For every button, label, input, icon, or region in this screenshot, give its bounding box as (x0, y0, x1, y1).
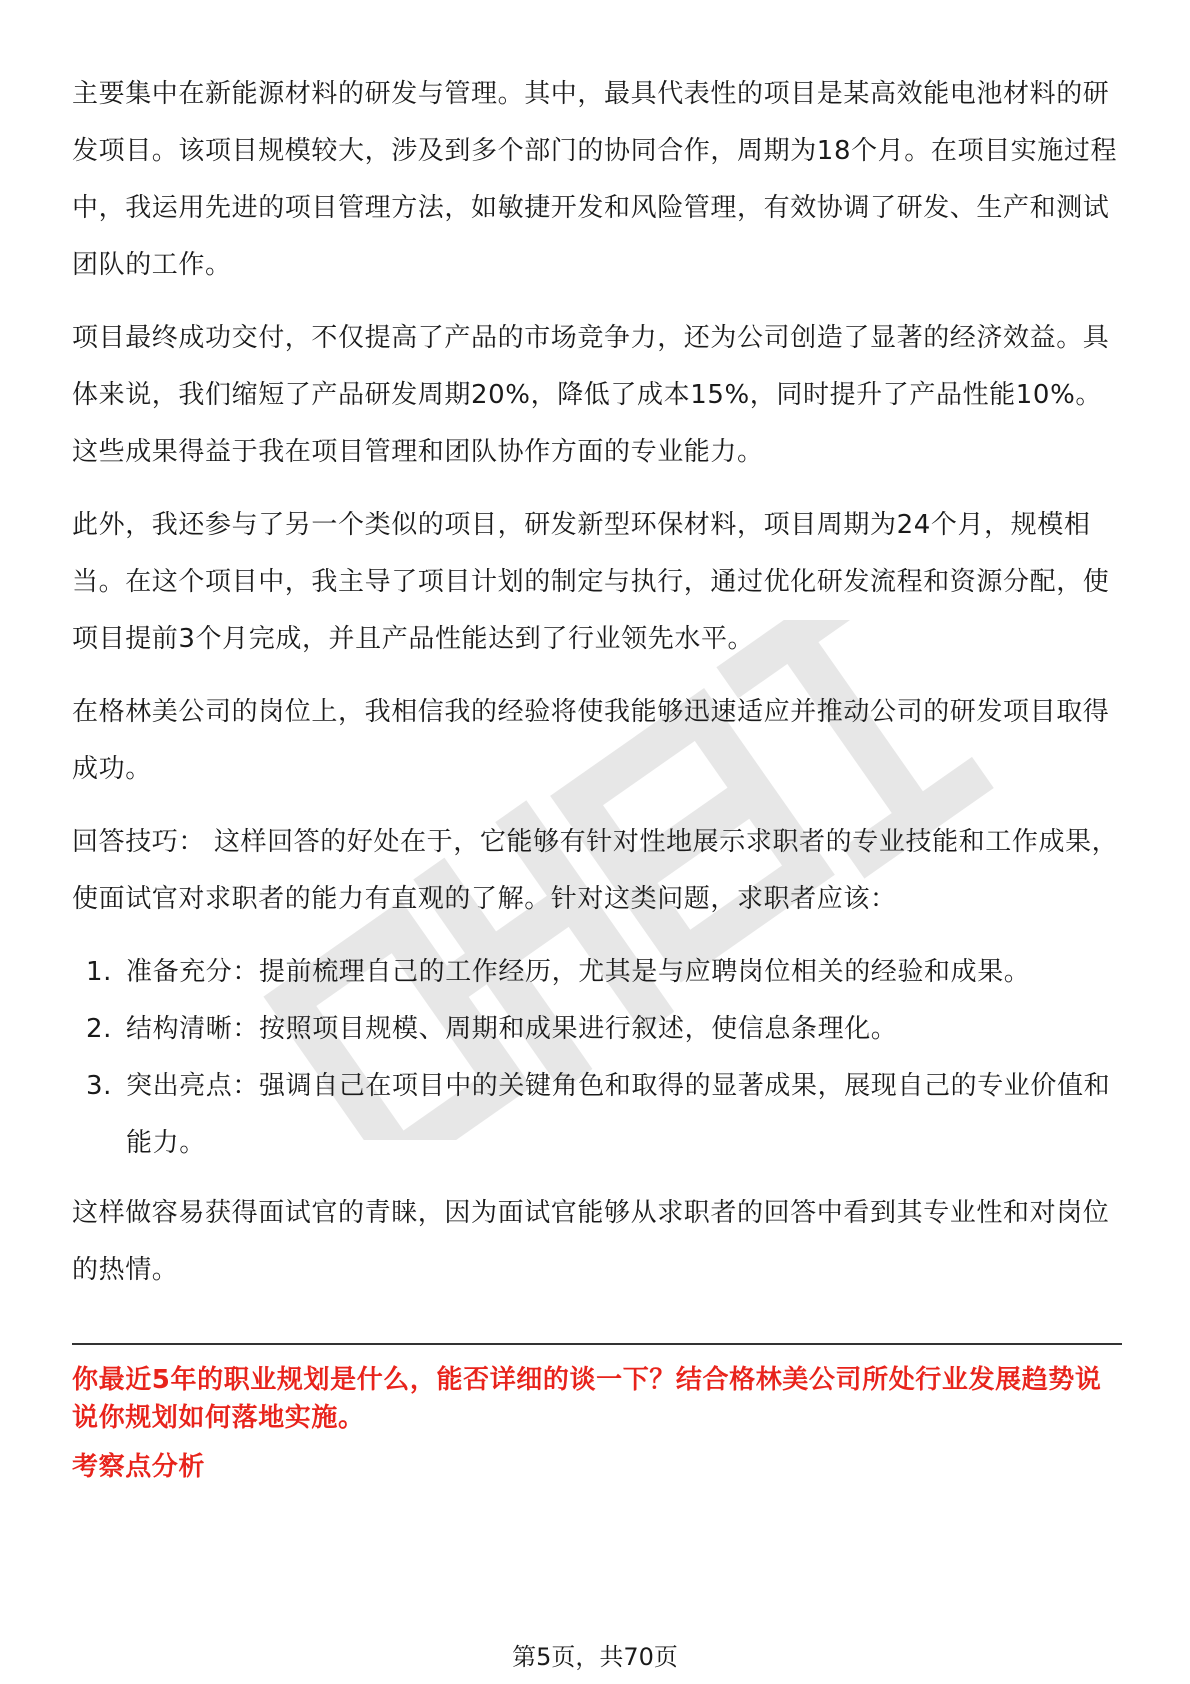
list-item (72, 1001, 1122, 1058)
page-number-footer: 第5页，共70页 (512, 1643, 678, 1671)
list-item-text: 突出亮点：强调自己在项目中的关键角色和取得的显著成果，展现自己的专业价值和能力。 (126, 1071, 1111, 1158)
list-item-text: 准备充分：提前梳理自己的工作经历，尤其是与应聘岗位相关的经验和成果。 (126, 957, 1031, 987)
paragraph-project-results: 项目最终成功交付，不仅提高了产品的市场竞争力，还为公司创造了显著的经济效益。具体来说，我们缩短了产品研发周期20%，降低了成本15%，同时提升了产品性能10%。这些成果得益于我在项目管理和团队协作方面的专业能力。 (72, 323, 1110, 467)
tips-list (72, 944, 1122, 1172)
paragraph-answer-tips: 回答技巧： 这样回答的好处在于，它能够有针对性地展示求职者的专业技能和工作成果，使面试官对求职者的能力有直观的了解。针对这类问题，求职者应该： (72, 827, 1119, 914)
list-item (72, 1058, 1122, 1172)
paragraph-second-project: 此外，我还参与了另一个类似的项目，研发新型环保材料，项目周期为24个月，规模相当。在这个项目中，我主导了项目计划的制定与执行，通过优化研发流程和资源分配，使项目提前3个月完成，并且产品性能达到了行业领先水平。 (72, 510, 1110, 654)
list-item (72, 944, 1122, 1001)
section-divider (72, 1343, 1122, 1345)
list-item-text: 结构清晰：按照项目规模、周期和成果进行叙述，使信息条理化。 (126, 1014, 898, 1044)
list-item-number: 1. (86, 957, 113, 987)
analysis-heading: 考察点分析 (72, 1452, 206, 1482)
list-item-number: 3. (86, 1071, 113, 1101)
paragraph-closing: 这样做容易获得面试官的青睐，因为面试官能够从求职者的回答中看到其专业性和对岗位的热情。 (72, 1198, 1110, 1285)
list-item-number: 2. (86, 1014, 113, 1044)
paragraph-conclusion: 在格林美公司的岗位上，我相信我的经验将使我能够迅速适应并推动公司的研发项目取得成功。 (72, 697, 1110, 784)
next-question-heading: 你最近5年的职业规划是什么，能否详细的谈一下？结合格林美公司所处行业发展趋势说说你规划如何落地实施。 (72, 1365, 1102, 1433)
document-body (72, 66, 1122, 1487)
paragraph-project-intro: 主要集中在新能源材料的研发与管理。其中，最具代表性的项目是某高效能电池材料的研发项目。该项目规模较大，涉及到多个部门的协同合作，周期为18个月。在项目实施过程中，我运用先进的项目管理方法，如敏捷开发和风险管理，有效协调了研发、生产和测试团队的工作。 (72, 79, 1118, 280)
